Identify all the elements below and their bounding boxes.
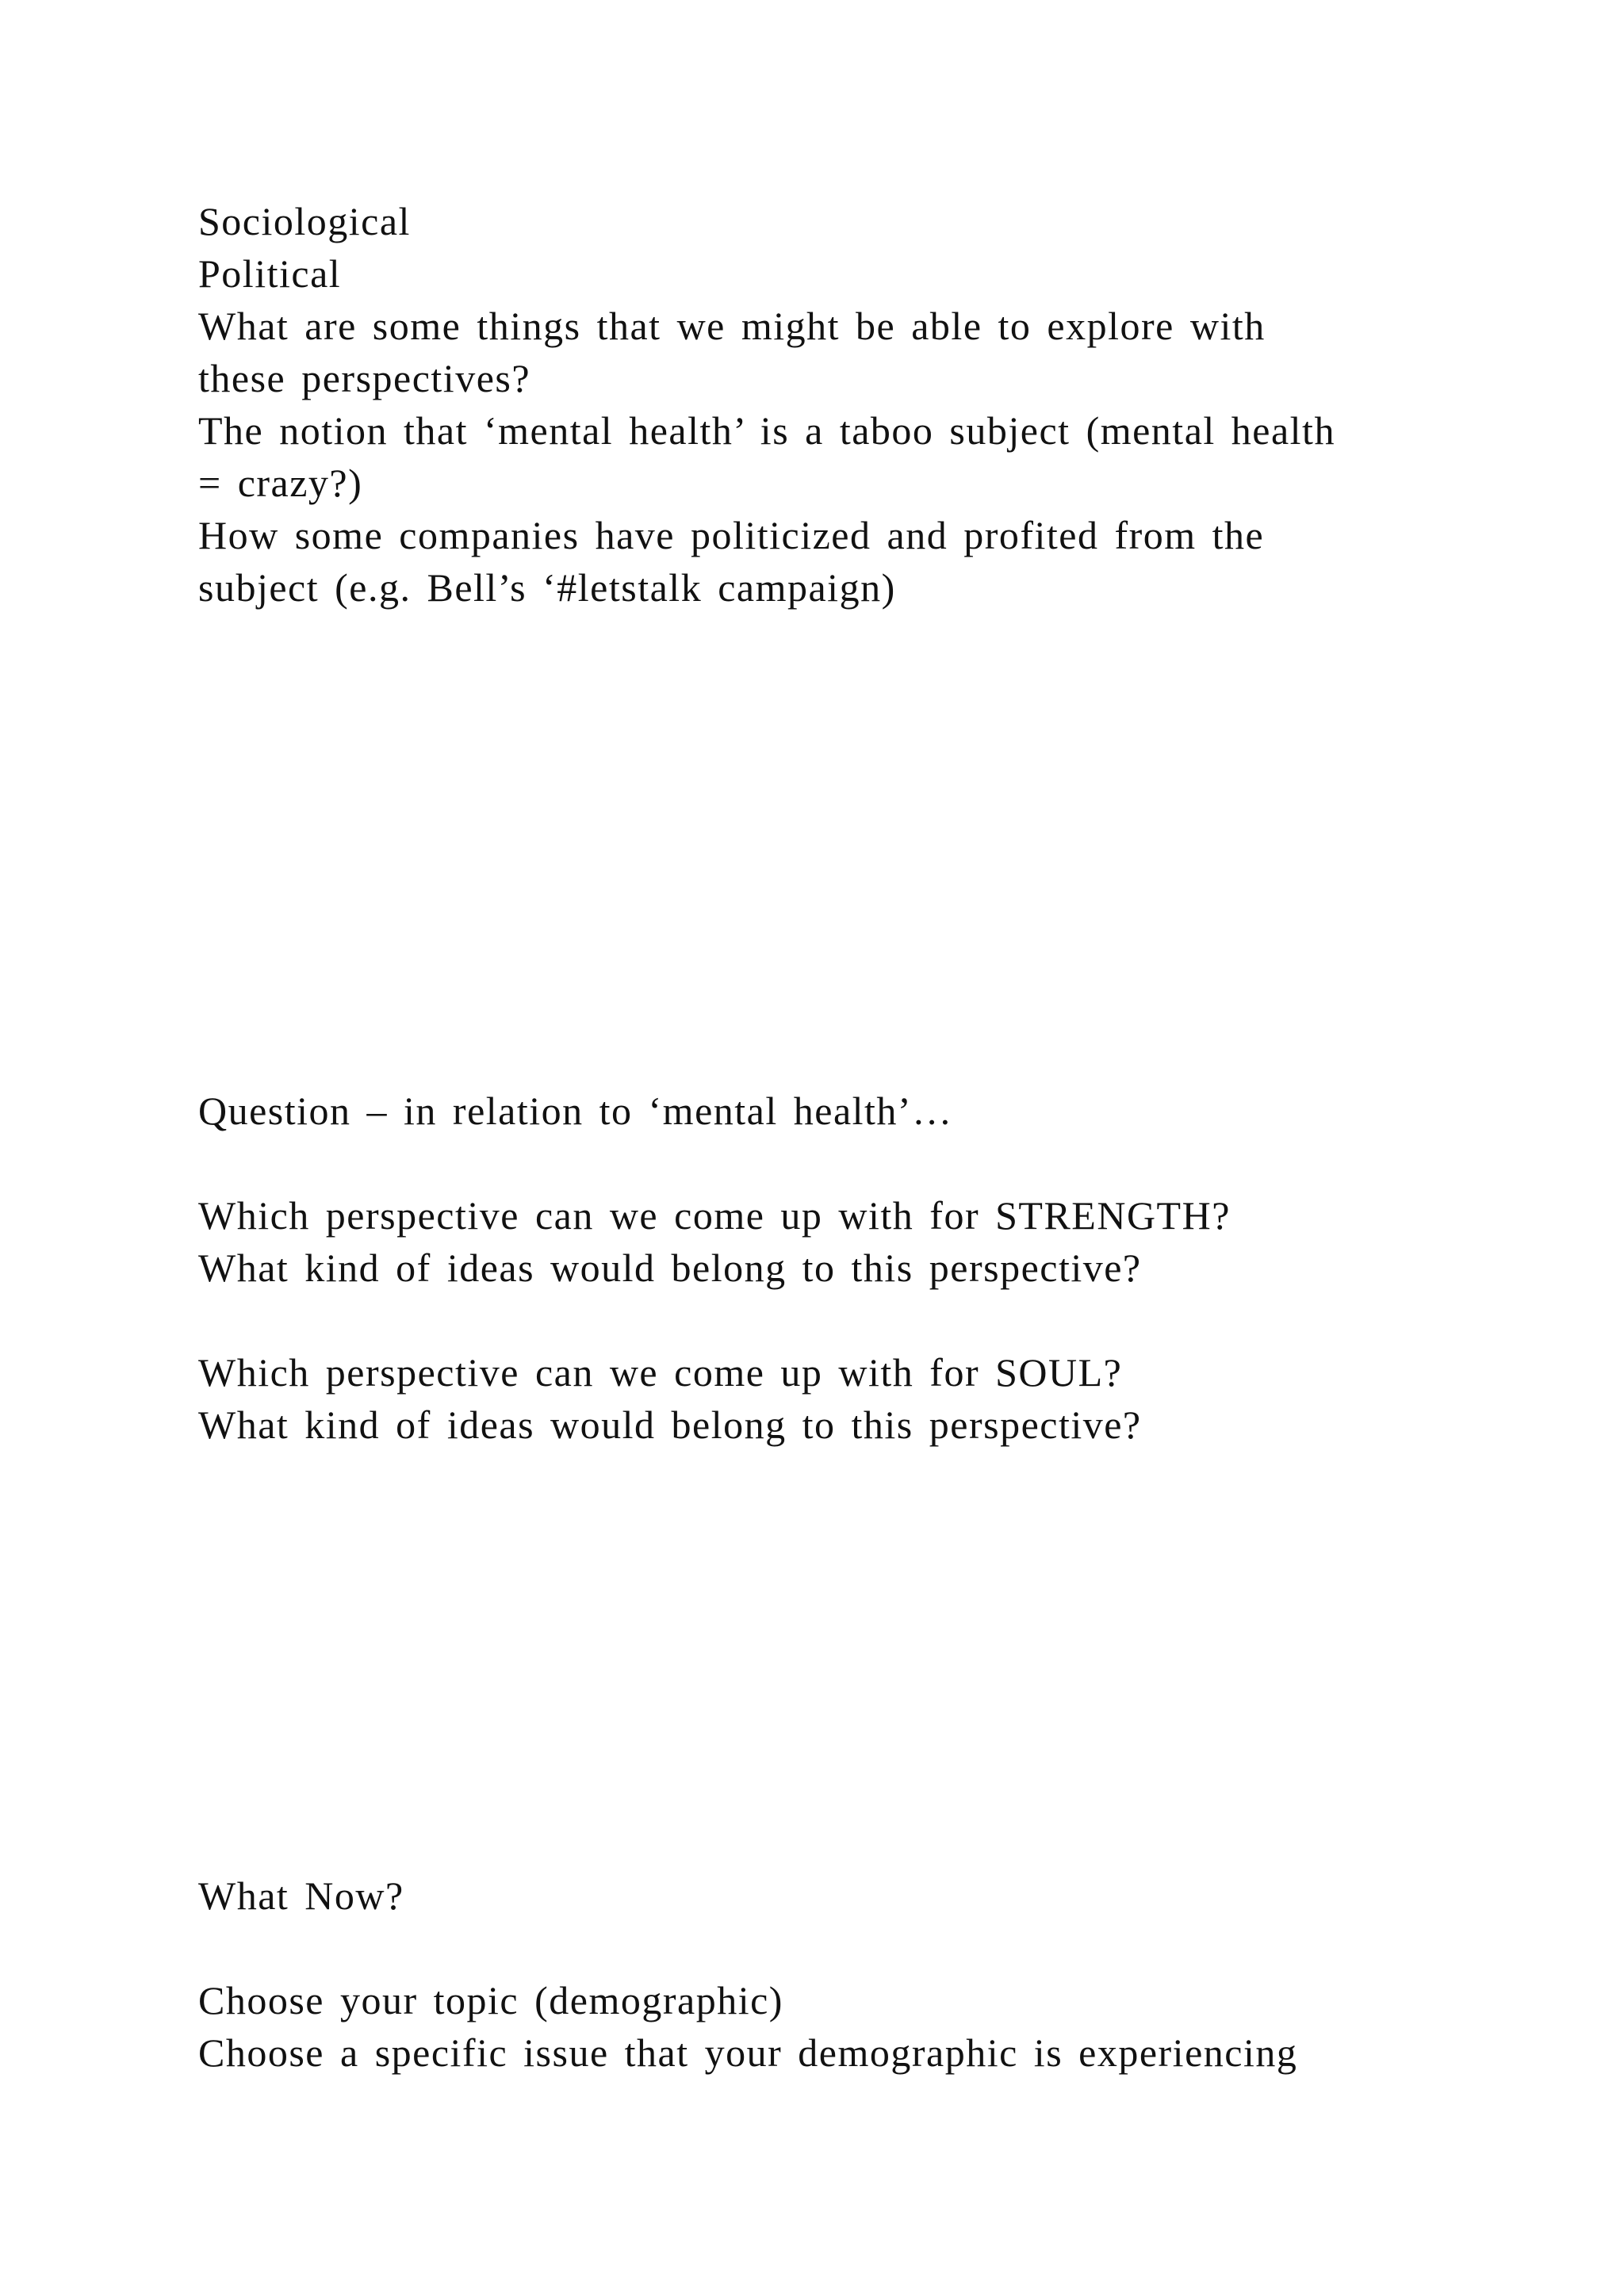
text-explore-question-cont: these perspectives?: [198, 356, 531, 400]
text-explore-question: What are some things that we might be able to explore with: [198, 304, 1266, 348]
text-companies-politicized: How some companies have politicized and profited from the: [198, 513, 1265, 557]
text-soul-question: Which perspective can we come up with for SOUL?: [198, 1350, 1123, 1395]
text-choose-topic: Choose your topic (demographic): [198, 1978, 783, 2022]
text-question-heading: Question – in relation to ‘mental health’…: [198, 1089, 953, 1133]
text-what-now: What Now?: [198, 1873, 404, 1918]
text-soul-ideas: What kind of ideas would belong to this perspective?: [198, 1402, 1142, 1447]
text-taboo-notion-cont: = crazy?): [198, 461, 363, 505]
text-sociological: Sociological: [198, 199, 411, 243]
text-strength-question: Which perspective can we come up with for STRENGTH?: [198, 1193, 1231, 1238]
text-taboo-notion: The notion that ‘mental health’ is a taboo subject (mental health: [198, 408, 1335, 453]
text-strength-ideas: What kind of ideas would belong to this perspective?: [198, 1246, 1142, 1290]
text-companies-politicized-cont: subject (e.g. Bell’s ‘#letstalk campaign): [198, 565, 896, 610]
text-political: Political: [198, 251, 342, 296]
text-choose-issue: Choose a specific issue that your demographic is experiencing: [198, 2030, 1298, 2075]
